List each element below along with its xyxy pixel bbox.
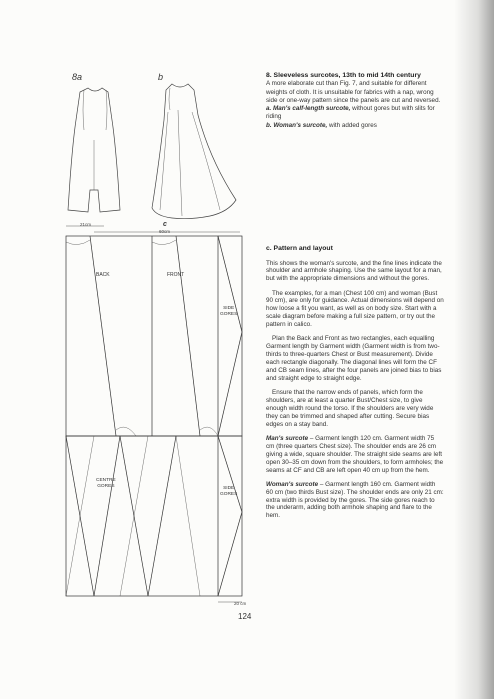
mans-surcote-drawing	[68, 88, 120, 212]
back-panel-label: BACK	[96, 272, 110, 278]
section-8a-item	[266, 105, 444, 122]
mans-surcote-label: Man's surcote	[266, 434, 309, 442]
side-gores-bottom-label: SIDE GORES	[220, 486, 238, 497]
section-8b-label: b. Woman's surcote,	[266, 121, 328, 129]
figure-8a-label: 8a	[72, 72, 83, 82]
page-number: 124	[238, 612, 252, 621]
width-measure-label: 60cm	[159, 229, 171, 234]
section-c-paragraph-3: Plan the Back and Front as two rectangles, each equalling Garment length by Garment width (Garment width is from two-thirds to three-quarters Chest or Bust measurement). Divide each rectangle diagonally. The diagonal lines will form the CF and CB seam lines, after the four panels are joined bias to bias and straight edge to straight edge.	[266, 335, 442, 382]
figure-8b-label: b	[158, 72, 164, 82]
mans-surcote-text: – Garment length 120 cm. Garment width 75 cm (three quarters Chest size). The shoulder ends are 26 cm giving a wide, square shoulder. The straight side seams are left open 30–35 cm down from the shoulders, to form armholes; the seams at CF and CB are left open 40 cm up from the hem.	[266, 434, 444, 474]
section-8a-text: without gores but with slits for riding	[266, 105, 435, 121]
section-c-heading: c. Pattern and layout	[266, 244, 333, 252]
front-panel-label: FRONT	[167, 272, 185, 278]
section-c-text	[266, 238, 444, 527]
womans-surcote-paragraph	[266, 481, 444, 521]
womans-surcote-label: Woman's surcote	[266, 480, 319, 488]
section-c-paragraph-1: This shows the woman's surcote, and the fine lines indicate the shoulder and armhole shaping. Use the same layout for a man, but with the appropriate dimensions and without the gores.	[266, 259, 442, 283]
section-8-text	[266, 72, 444, 130]
section-8-body: A more elaborate cut than Fig. 7, and suitable for different weights of cloth. It is unsuitable for fabrics with a nap, wrong side or one-way pattern since the panels are cut and reversed.	[266, 80, 441, 104]
section-8b-item	[266, 122, 444, 130]
section-c-paragraph-2: The examples, for a man (Chest 100 cm) and woman (Bust 90 cm), are only for guidance. Actual dimensions will depend on how loose a fit you want, as well as on body size. Start with a scale diagram before making a full size pattern, or try out the pattern in calico.	[266, 289, 444, 329]
bottom-scale-label: 20 cm	[234, 601, 247, 606]
left-scale-label: 21cm	[80, 222, 92, 227]
pattern-layout-diagram	[60, 222, 260, 612]
mans-surcote-paragraph	[266, 435, 444, 475]
section-8b-text: with added gores	[327, 121, 377, 129]
centre-gores-label: CENTRE GORES	[96, 478, 116, 489]
womans-surcote-drawing	[152, 84, 236, 219]
book-spine-shadow	[454, 0, 494, 699]
section-8a-label: a. Man's calf-length surcote,	[266, 105, 351, 113]
surcote-illustrations	[60, 80, 260, 230]
section-c-paragraph-4: Ensure that the narrow ends of panels, which form the shoulders, are at least a quarter Bust/Chest size, to give enough width round the torso. If the shoulders are very wide they can be trimmed and shaped after cutting. Secure bias edges on a stay band.	[266, 389, 434, 428]
figure-c-label: c	[163, 221, 167, 228]
womans-surcote-text: – Garment length 160 cm. Garment width 60 cm (two thirds Bust size). The shoulder ends are only 21 cm: extra width is provided by the gores. The side gores reach to the underarm, adding both armhole shaping and flare to the hem.	[266, 480, 444, 520]
side-gores-top-label: SIDE GORES	[220, 306, 238, 317]
section-8-heading: 8. Sleeveless surcotes, 13th to mid 14th century	[266, 72, 421, 79]
